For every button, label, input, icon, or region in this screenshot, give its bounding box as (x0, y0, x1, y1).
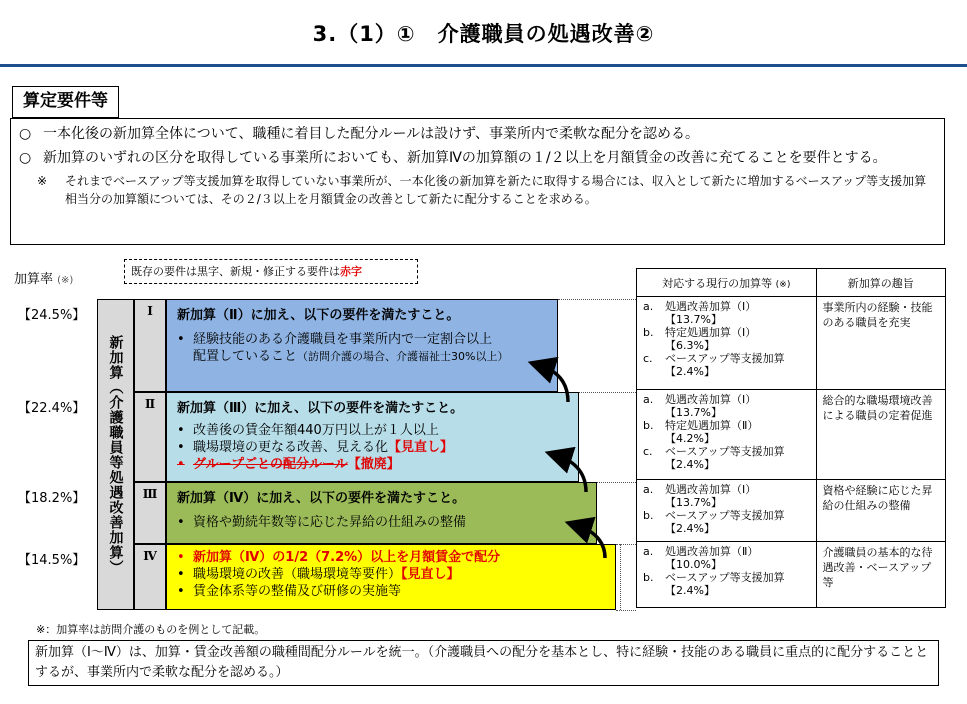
requirement-item (19, 124, 936, 145)
title-rule (0, 64, 967, 67)
tier-2-roman: Ⅱ (134, 392, 166, 482)
table-row (637, 542, 946, 608)
tier-4-bullet (177, 549, 605, 566)
bullet-mark: • (177, 515, 185, 530)
tier-1-box (166, 299, 558, 392)
table-header-current: 対応する現行の加算等 (※) (637, 269, 817, 297)
section-label: 算定要件等 (12, 86, 119, 118)
current-addons-tier-2: a. 処遇改善加算（Ⅰ） 【13.7%】 b. 特定処遇加算（Ⅱ） 【4.2%】 c. ベースアップ等支援加算 【2.4%】 (637, 390, 817, 480)
tier-2-line-1: 改善後の賃金年額440万円以上が１人以上 (193, 423, 439, 438)
table-row (637, 297, 946, 390)
rate-header-note: (※) (57, 275, 74, 286)
requirement-note-text: それまでベースアップ等支援加算を取得していない事業所が、一本化後の新加算を新たに取得する場合には、収入として新たに増加するベースアップ等支援加算相当分の加算額については、その２/３以上を月額賃金の改善として新たに配分することを求める。 (65, 174, 927, 206)
current-addons-tier-3: a. 処遇改善加算（Ⅰ） 【13.7%】 b. ベースアップ等支援加算 【2.4%】 (637, 480, 817, 542)
tier-4-line-1-red: 新加算（Ⅳ）の1/2（7.2%）以上を月額賃金で配分 (193, 550, 501, 565)
color-legend (124, 259, 418, 284)
current-addons-tier-4: a. 処遇改善加算（Ⅱ） 【10.0%】 b. ベースアップ等支援加算 【2.4%】 (637, 542, 817, 608)
requirements-box (10, 118, 945, 245)
tier-3-roman: Ⅲ (134, 482, 166, 544)
tier-3-bullet (177, 514, 586, 531)
rate-tier-3: 【18.2%】 (18, 491, 86, 506)
footnote: ※：加算率は訪問介護のものを例として記載。 (36, 623, 266, 636)
legend-red-text: 赤字 (340, 265, 362, 278)
tier-4-bullet (177, 583, 605, 600)
table-header-purpose: 新加算の趣旨 (816, 269, 945, 297)
purpose-tier-3: 資格や経験に応じた昇給の仕組みの整備 (816, 480, 945, 542)
requirement-text: 新加算のいずれの区分を取得している事業所においても、新加算Ⅳの加算額の１/２以上を月額賃金の改善に充てることを要件とする。 (43, 150, 887, 166)
tier-1-line-2-note: （訪問介護の場合、介護福祉士30%以上） (297, 350, 509, 363)
summary-box: 新加算（Ⅰ～Ⅳ）は、加算・賃金改善額の職種間配分ルールを統一。（介護職員への配分を基本とし、特に経験・技能のある職員に重点的に配分することとするが、事業所内で柔軟な配分を認める。） (28, 640, 939, 686)
tier-4-line-2: 職場環境の改善（職場環境等要件） (193, 567, 402, 582)
table-row (637, 480, 946, 542)
rate-header-label: 加算率 (14, 272, 54, 287)
tier-1-line-1: 経験技能のある介護職員を事業所内で一定割合以上 (193, 332, 493, 347)
new-addon-label (97, 299, 134, 610)
requirement-text: 一本化後の新加算全体について、職種に着目した配分ルールは設けず、事業所内で柔軟な配分を認める。 (43, 126, 700, 142)
purpose-tier-2: 総合的な職場環境改善による職員の定着促進 (816, 390, 945, 480)
tier-2-box (166, 392, 579, 482)
tier-1-bullet (177, 331, 547, 348)
guide-dots (616, 544, 636, 545)
tier-2-title: 新加算（Ⅲ）に加え、以下の要件を満たすこと。 (177, 401, 464, 416)
tier-1-title: 新加算（Ⅱ）に加え、以下の要件を満たすこと。 (177, 308, 460, 323)
tier-1-bullet-cont (177, 348, 547, 365)
note-mark: ※ (37, 174, 48, 188)
bullet-mark: • (177, 550, 185, 565)
bullet-mark: • (177, 584, 185, 599)
tier-2-bullet (177, 456, 568, 473)
tier-4-line-2-red: 【見直し】 (401, 567, 460, 582)
tier-2-bullet (177, 439, 568, 456)
tier-1-line-2: 配置していること (193, 349, 298, 364)
purpose-tier-1: 事業所内の経験・技能のある職員を充実 (816, 297, 945, 390)
guide-dots (620, 544, 621, 610)
requirement-note (19, 172, 936, 208)
current-addons-tier-1: a. 処遇改善加算（Ⅰ） 【13.7%】 b. 特定処遇加算（Ⅰ） 【6.3%】 c. ベースアップ等支援加算 【2.4%】 (637, 297, 817, 390)
rate-tier-1: 【24.5%】 (18, 308, 86, 323)
legend-text: 既存の要件は黒字、新規・修正する要件は (131, 265, 340, 278)
tier-2-line-2-red: 【見直し】 (388, 440, 454, 455)
tier-3-title: 新加算（Ⅳ）に加え、以下の要件を満たすこと。 (177, 491, 466, 506)
mapping-table (636, 268, 946, 608)
page-title: 3.（1）① 介護職員の処遇改善② (312, 22, 655, 46)
tier-2-line-2-wrap (193, 439, 453, 456)
tier-2-line-3-wrap (193, 456, 400, 473)
bullet-mark: • (177, 332, 185, 347)
tier-3-line-1: 資格や勤続年数等に応じた昇給の仕組みの整備 (193, 515, 467, 530)
rate-tier-4: 【14.5%】 (18, 553, 86, 568)
tier-3-box (166, 482, 597, 544)
bullet-mark: • (177, 423, 185, 438)
tier-1-line-2-wrap (193, 348, 508, 365)
tier-1-roman: Ⅰ (134, 299, 166, 392)
tier-4-box (166, 544, 616, 610)
guide-dots (558, 299, 636, 300)
tier-4-roman: Ⅳ (134, 544, 166, 610)
tier-4-line-3: 賃金体系等の整備及び研修の実施等 (193, 584, 402, 599)
guide-dots (579, 392, 636, 393)
rate-header (14, 268, 73, 287)
circle-mark: ○ (19, 150, 32, 166)
requirement-item (19, 148, 936, 169)
tier-2-line-2: 職場環境の更なる改善、見える化 (193, 440, 389, 455)
tier-2-bullet (177, 422, 568, 439)
tier-4-line-2-wrap (193, 566, 460, 583)
tier-2-line-3-red: 【撤廃】 (347, 457, 400, 472)
tier-4-bullet (177, 566, 605, 583)
rate-tier-2: 【22.4%】 (18, 401, 86, 416)
purpose-tier-4: 介護職員の基本的な待遇改善・ベースアップ等 (816, 542, 945, 608)
guide-dots (616, 610, 636, 611)
bullet-mark: • (177, 457, 185, 472)
bullet-mark: • (177, 567, 185, 582)
tier-2-line-3-strike: グループごとの配分ルール (193, 457, 348, 472)
bullet-mark: • (177, 440, 185, 455)
guide-dots (597, 482, 636, 483)
circle-mark: ○ (19, 126, 32, 142)
table-row (637, 390, 946, 480)
new-addon-label-text: 新加算（介護職員等処遇改善加算） (107, 334, 124, 575)
